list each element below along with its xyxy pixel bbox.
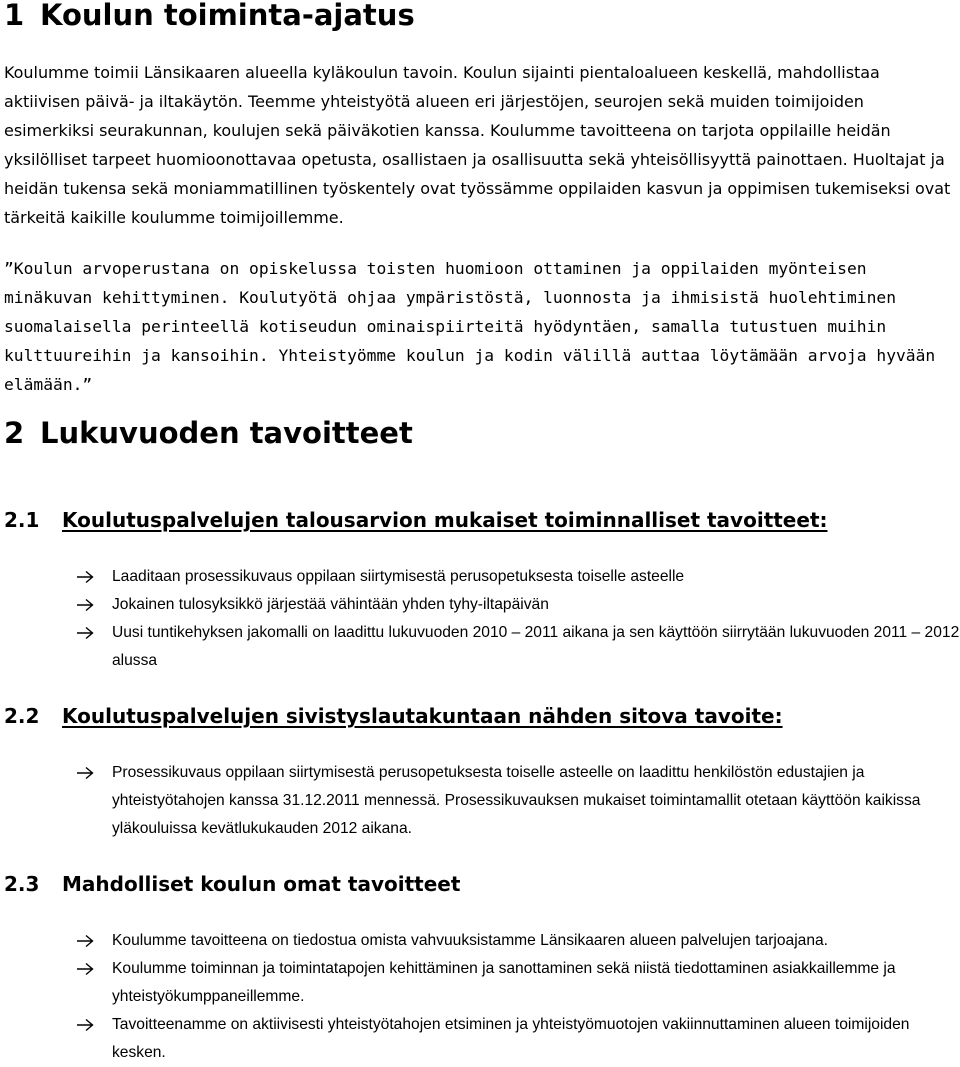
arrow-right-icon bbox=[76, 766, 94, 780]
list-item bbox=[76, 927, 960, 955]
bullet-list-2-2 bbox=[76, 759, 960, 843]
heading-title: Koulutuspalvelujen talousarvion mukaiset toiminnalliset tavoitteet: bbox=[62, 508, 828, 532]
heading-title: Koulutuspalvelujen sivistyslautakuntaan nähden sitova tavoite: bbox=[62, 704, 783, 728]
bullet-list-2-3 bbox=[76, 927, 960, 1067]
arrow-right-icon bbox=[76, 1018, 94, 1032]
list-item bbox=[76, 619, 960, 675]
arrow-right-icon bbox=[76, 598, 94, 612]
heading-number: 2.3 bbox=[4, 872, 40, 896]
arrow-right-icon bbox=[76, 570, 94, 584]
values-quote-paragraph: ”Koulun arvoperustana on opiskelussa toisten huomioon ottaminen ja oppilaiden myönteisen minäkuvan kehittyminen. Koulutyötä ohjaa ympäristöstä, luonnosta ja ihmisistä huolehtiminen suomalaisella perinteellä kotiseudun ominaispiirteitä hyödyntäen, samalla tutustuen muihin kulttuureihin ja kansoihin. Yhteistyömme koulun ja kodin välillä auttaa löytämään arvoja hyvään elämään.” bbox=[4, 259, 936, 394]
heading-number: 2.2 bbox=[4, 704, 40, 728]
arrow-right-icon bbox=[76, 934, 94, 948]
heading-number: 2.1 bbox=[4, 508, 40, 532]
list-item-text: Koulumme tavoitteena on tiedostua omista vahvuuksistamme Länsikaaren alueen palvelujen tarjoajana. bbox=[112, 932, 829, 949]
heading-title: Koulun toiminta-ajatus bbox=[40, 0, 415, 32]
list-item bbox=[76, 1011, 960, 1067]
arrow-right-icon bbox=[76, 626, 94, 640]
list-item bbox=[76, 591, 960, 619]
list-item bbox=[76, 563, 960, 591]
list-item-text: Prosessikuvaus oppilaan siirtymisestä perusopetuksesta toiselle asteelle on laadittu henkilöstön edustajien ja yhteistyötahojen kanssa 31.12.2011 mennessä. Prosessikuvauksen mukaiset toimintamallit otetaan käyttöön kaikissa yläkouluissa kevätlukukauden 2012 aikana. bbox=[112, 764, 921, 837]
list-item bbox=[76, 955, 960, 1011]
list-item-text: Koulumme toiminnan ja toimintatapojen kehittäminen ja sanottaminen sekä niistä tiedottaminen asiakkaillemme ja yhteistyökumppaneillemme. bbox=[112, 960, 896, 1005]
heading-title: Lukuvuoden tavoitteet bbox=[40, 416, 413, 450]
heading-number: 2 bbox=[4, 416, 25, 450]
list-item-text: Tavoitteenamme on aktiivisesti yhteistyötahojen etsiminen ja yhteistyömuotojen vakiinnuttaminen alueen toimijoiden kesken. bbox=[112, 1016, 910, 1061]
heading-section-2-3 bbox=[4, 872, 460, 896]
bullet-list-2-1 bbox=[76, 563, 960, 675]
list-item-text: Uusi tuntikehyksen jakomalli on laadittu lukuvuoden 2010 – 2011 aikana ja sen käyttöön siirrytään lukuvuoden 2011 – 2012 alussa bbox=[112, 624, 960, 669]
heading-section-2-1 bbox=[4, 508, 828, 532]
arrow-right-icon bbox=[76, 962, 94, 976]
heading-section-2-2 bbox=[4, 704, 783, 728]
heading-section-2 bbox=[4, 418, 413, 448]
heading-section-1 bbox=[4, 0, 415, 30]
list-item bbox=[76, 759, 960, 843]
list-item-text: Jokainen tulosyksikkö järjestää vähintään yhden tyhy-iltapäivän bbox=[112, 596, 549, 613]
heading-number: 1 bbox=[4, 0, 25, 32]
intro-paragraph: Koulumme toimii Länsikaaren alueella kyläkoulun tavoin. Koulun sijainti pientaloalueen keskellä, mahdollistaa aktiivisen päivä- ja iltakäytön. Teemme yhteistyötä alueen eri järjestöjen, seurojen sekä muiden toimijoiden esimerkiksi seurakunnan, koulujen sekä päiväkotien kanssa. Koulumme tavoitteena on tarjota oppilaille heidän yksilölliset tarpeet huomioonottavaa opetusta, osallistaen ja osallisuutta sekä yhteisöllisyyttä painottaen. Huoltajat ja heidän tukensa sekä moniammatillinen työskentely ovat työssämme oppilaiden kasvun ja oppimisen tukemiseksi ovat tärkeitä kaikille koulumme toimijoillemme. bbox=[4, 63, 951, 227]
heading-title: Mahdolliset koulun omat tavoitteet bbox=[62, 872, 461, 896]
list-item-text: Laaditaan prosessikuvaus oppilaan siirtymisestä perusopetuksesta toiselle asteelle bbox=[112, 568, 685, 585]
